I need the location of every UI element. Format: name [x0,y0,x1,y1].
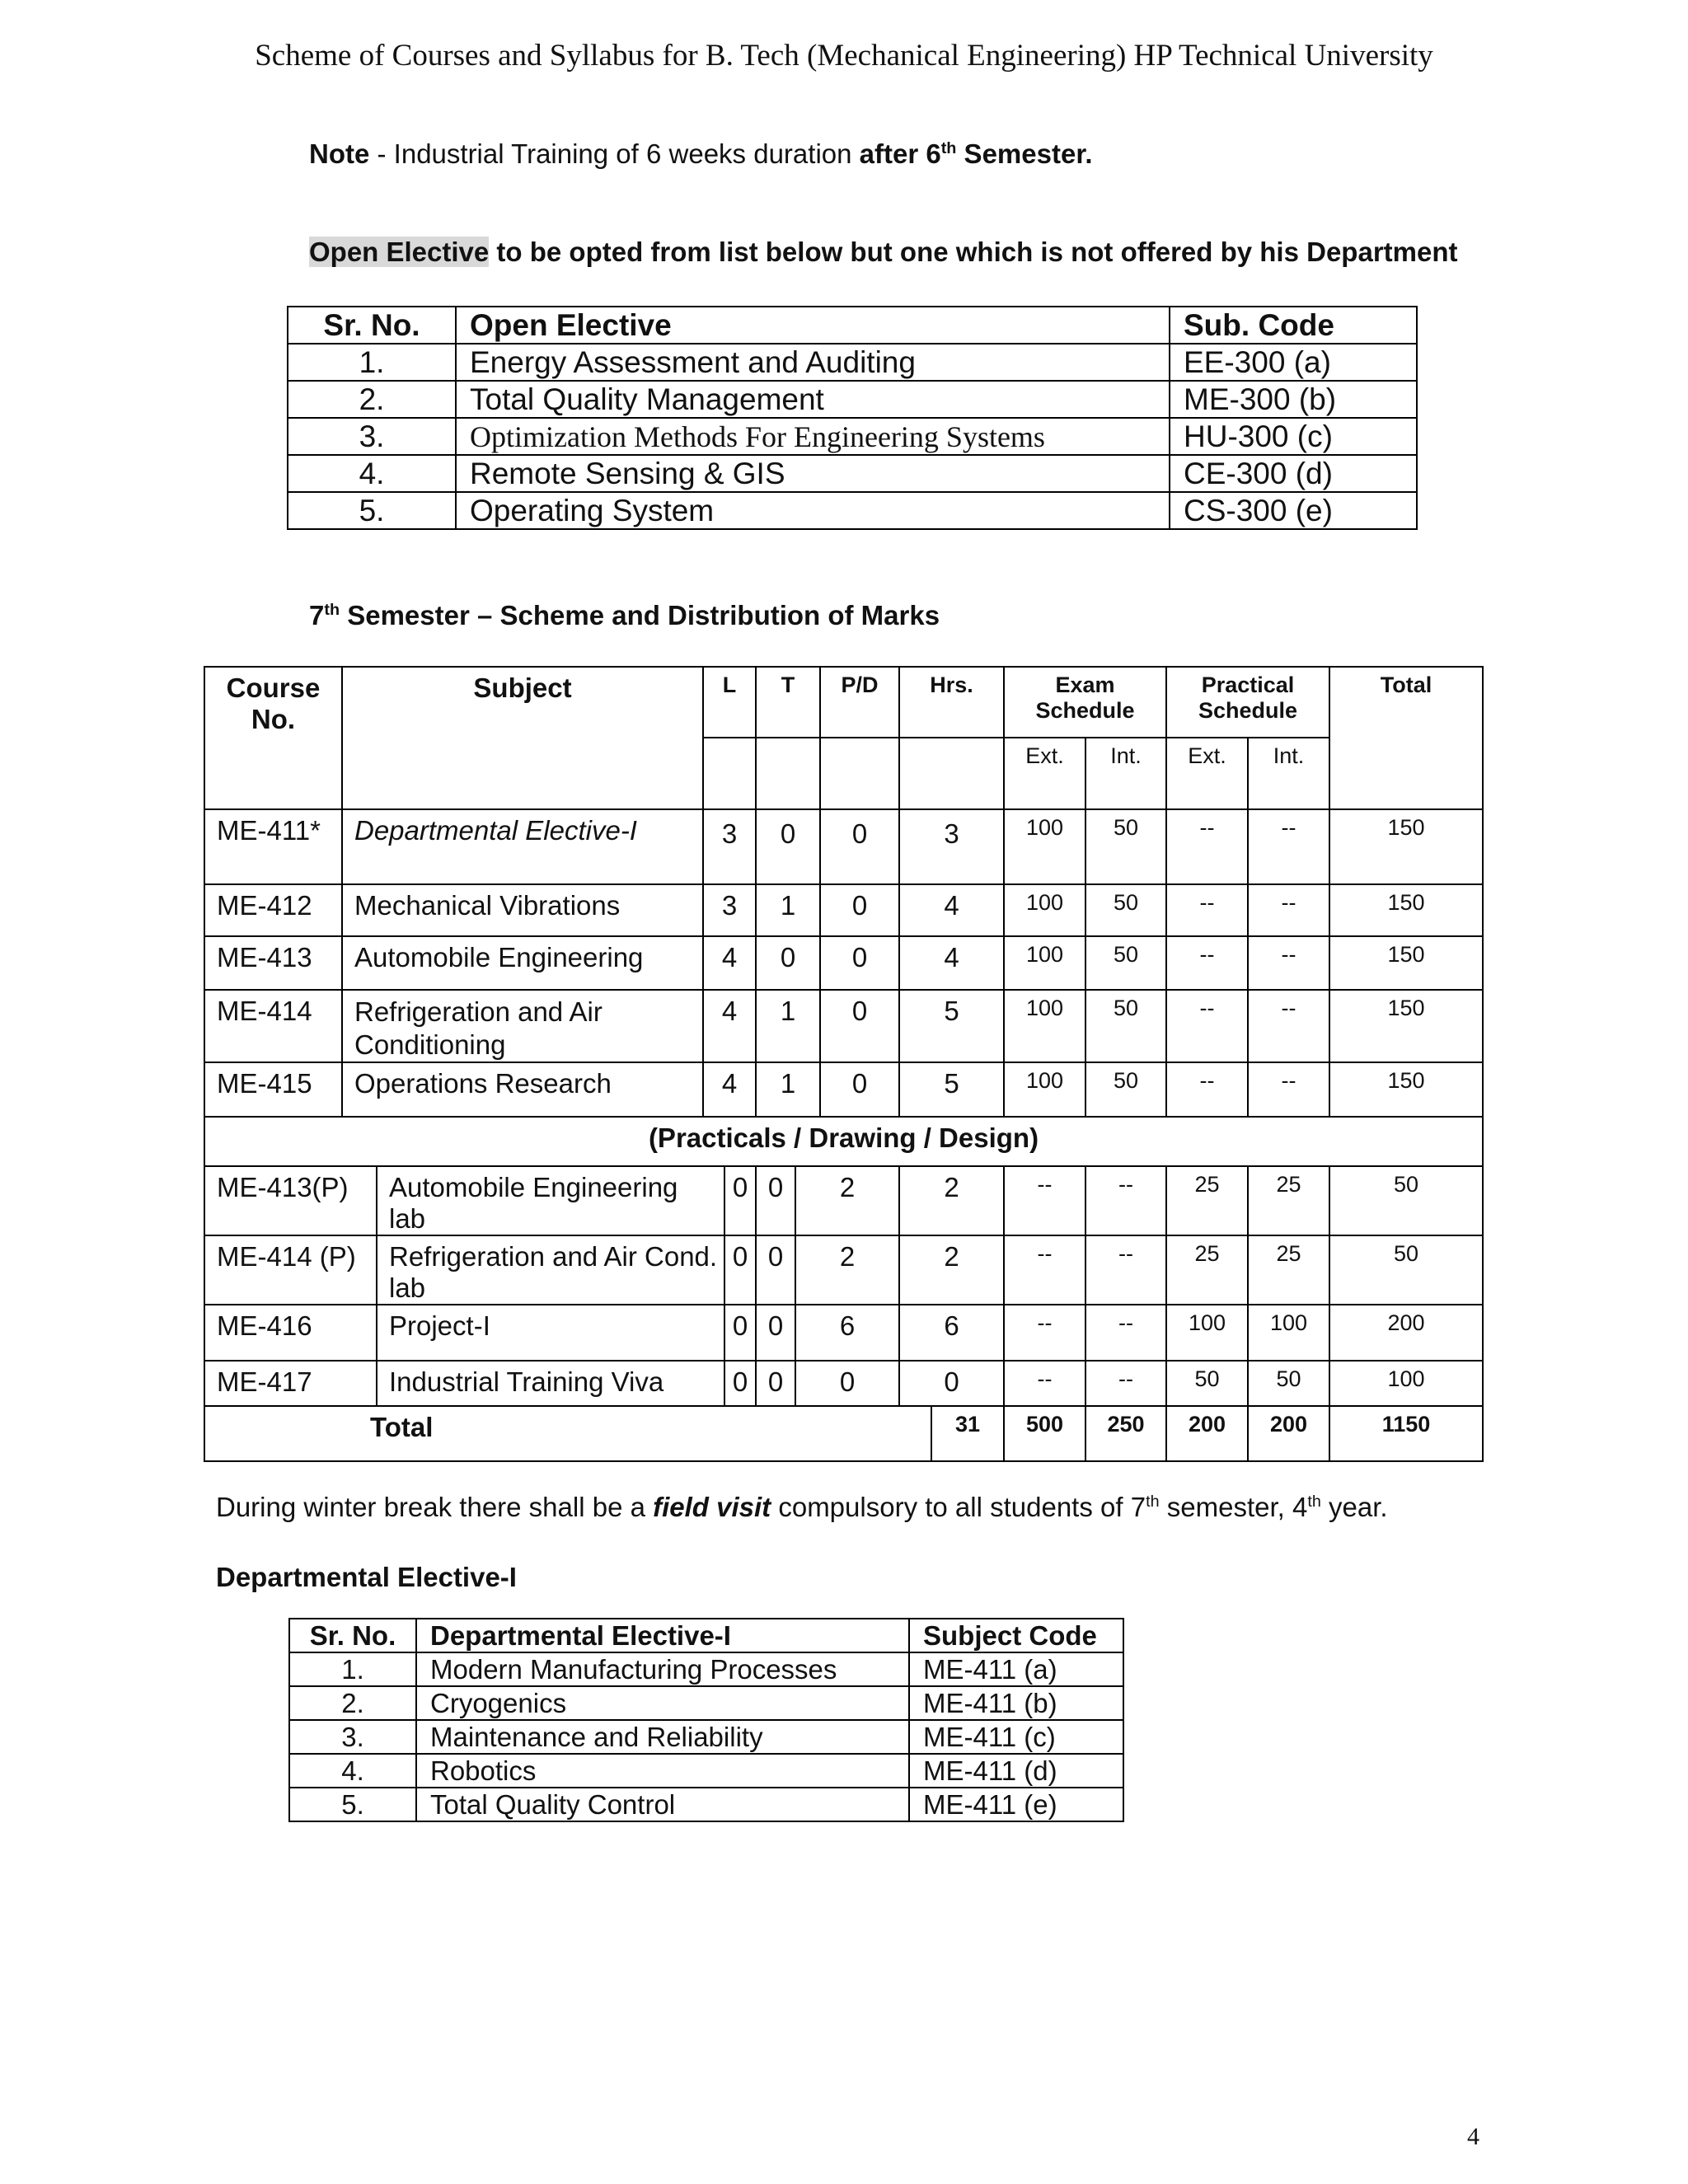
pd-value: 0 [820,809,899,884]
sr-no: 4. [288,455,456,492]
exam-int: 50 [1085,809,1166,884]
sr-no: 3. [289,1720,416,1754]
field-visit-emphasis: field visit [653,1492,771,1522]
exam-int: 50 [1085,884,1166,936]
col-ext-practical: Ext. [1166,738,1248,809]
pd-value: 2 [795,1235,899,1305]
row-total: 150 [1329,936,1483,990]
winter-text: compulsory to all students of 7 [771,1492,1146,1522]
elective-name: Optimization Methods For Engineering Systems [456,418,1170,455]
col-subject: Subject [342,667,703,809]
empty-cell [820,738,899,809]
open-elective-heading-rest: to be opted from list below but one which is not offered by his Department [489,237,1458,267]
sr-no: 3. [288,418,456,455]
row-total: 150 [1329,990,1483,1062]
winter-sup: th [1307,1493,1321,1511]
exam-ext: 100 [1004,1062,1085,1117]
course-code: ME-414 (P) [204,1235,377,1305]
exam-int: -- [1085,1166,1166,1235]
subject-name: Refrigeration and Air Conditioning [342,990,703,1062]
exam-ext: -- [1004,1235,1085,1305]
l-value: 4 [703,1062,756,1117]
course-code: ME-416 [204,1305,377,1361]
subject-code: ME-411 (b) [909,1686,1123,1720]
col-practical-schedule: Practical Schedule [1166,667,1329,738]
t-value: 0 [756,1305,795,1361]
total-practical-int: 200 [1248,1406,1329,1461]
elective-name: Robotics [416,1754,909,1788]
open-elective-highlight: Open Elective [309,237,490,267]
exam-ext: 100 [1004,936,1085,990]
elective-name: Operating System [456,492,1170,529]
table-row [289,1754,1123,1788]
table-header-row [288,307,1417,344]
winter-sup: th [1146,1493,1160,1511]
semester-heading-rest: Semester – Scheme and Distribution of Marks [340,600,940,630]
t-value: 0 [756,1235,795,1305]
course-code: ME-412 [204,884,342,936]
table-header-row [289,1619,1123,1652]
hrs-value: 3 [899,809,1004,884]
row-total: 200 [1329,1305,1483,1361]
col-course-no: Course No. [204,667,342,809]
subject-name: Automobile Engineering lab [377,1166,724,1235]
practical-int: -- [1248,809,1329,884]
practicals-label-row [204,1117,1483,1166]
exam-ext: -- [1004,1166,1085,1235]
sr-no: 2. [289,1686,416,1720]
t-value: 0 [756,936,820,990]
t-value: 1 [756,1062,820,1117]
hrs-value: 0 [899,1361,1004,1406]
practical-ext: -- [1166,884,1248,936]
table-row [288,344,1417,381]
subject-name: Operations Research [342,1062,703,1117]
col-t: T [756,667,820,738]
course-code: ME-417 [204,1361,377,1406]
pd-value: 0 [820,990,899,1062]
elective-name: Cryogenics [416,1686,909,1720]
col-total: Total [1329,667,1483,738]
row-total: 150 [1329,884,1483,936]
table-row [204,936,1483,990]
empty-cell [1329,738,1483,809]
pd-value: 0 [820,1062,899,1117]
exam-int: 50 [1085,936,1166,990]
empty-cell [756,738,820,809]
table-row [204,1305,1483,1361]
col-subject-code: Subject Code [909,1619,1123,1652]
table-row [289,1788,1123,1821]
note-bold-after: after 6 [859,138,941,169]
practicals-label: (Practicals / Drawing / Design) [204,1117,1483,1166]
l-value: 0 [724,1235,756,1305]
col-ext-exam: Ext. [1004,738,1085,809]
practical-ext: -- [1166,936,1248,990]
t-value: 1 [756,990,820,1062]
sr-no: 5. [288,492,456,529]
table-row [204,1166,1483,1235]
col-int-exam: Int. [1085,738,1166,809]
practical-ext: -- [1166,809,1248,884]
sr-no: 4. [289,1754,416,1788]
practical-ext: 25 [1166,1166,1248,1235]
hrs-value: 5 [899,1062,1004,1117]
practical-ext: -- [1166,990,1248,1062]
l-value: 3 [703,884,756,936]
subject-name: Refrigeration and Air Cond. lab [377,1235,724,1305]
col-int-practical: Int. [1248,738,1329,809]
l-value: 0 [724,1361,756,1406]
semester-number: 7 [309,600,325,630]
exam-int: -- [1085,1361,1166,1406]
table-row [204,884,1483,936]
elective-name: Total Quality Control [416,1788,909,1821]
pd-value: 0 [795,1361,899,1406]
col-open-elective: Open Elective [456,307,1170,344]
scheme-table [204,666,1484,1462]
row-total: 100 [1329,1361,1483,1406]
t-value: 1 [756,884,820,936]
winter-text: During winter break there shall be a [216,1492,654,1522]
t-value: 0 [756,809,820,884]
table-row [288,492,1417,529]
note-label: Note [309,138,370,169]
practical-int: -- [1248,936,1329,990]
course-code: ME-414 [204,990,342,1062]
exam-ext: 100 [1004,990,1085,1062]
exam-ext: 100 [1004,809,1085,884]
table-row [288,418,1417,455]
semester-heading [309,600,940,631]
table-row [204,1361,1483,1406]
subject-code: ME-411 (e) [909,1788,1123,1821]
hrs-value: 4 [899,884,1004,936]
course-code: ME-413(P) [204,1166,377,1235]
col-sr-no: Sr. No. [289,1619,416,1652]
practical-ext: 100 [1166,1305,1248,1361]
exam-int: -- [1085,1235,1166,1305]
exam-ext: -- [1004,1361,1085,1406]
sr-no: 5. [289,1788,416,1821]
elective-name: Energy Assessment and Auditing [456,344,1170,381]
subject-name: Industrial Training Viva [377,1361,724,1406]
grand-total: 1150 [1329,1406,1483,1461]
winter-text: year. [1320,1492,1388,1522]
practical-ext: 50 [1166,1361,1248,1406]
subject-name: Departmental Elective-I [342,809,703,884]
pd-value: 2 [795,1166,899,1235]
total-hrs: 31 [931,1406,1004,1461]
practical-ext: 25 [1166,1235,1248,1305]
l-value: 4 [703,990,756,1062]
semester-sup: th [324,601,340,619]
row-total: 150 [1329,1062,1483,1117]
open-elective-table [287,306,1418,530]
page-header: Scheme of Courses and Syllabus for B. Tech (Mechanical Engineering) HP Technical University [255,39,1433,73]
col-sub-code: Sub. Code [1170,307,1417,344]
l-value: 3 [703,809,756,884]
practical-int: -- [1248,990,1329,1062]
total-practical-ext: 200 [1166,1406,1248,1461]
l-value: 0 [724,1166,756,1235]
table-row [204,1062,1483,1117]
course-code: ME-411* [204,809,342,884]
subject-name: Mechanical Vibrations [342,884,703,936]
exam-ext: -- [1004,1305,1085,1361]
scheme-header-row [204,667,1483,738]
open-elective-heading [309,237,1458,268]
total-row [204,1406,1483,1461]
hrs-value: 4 [899,936,1004,990]
practical-int: 100 [1248,1305,1329,1361]
exam-int: 50 [1085,990,1166,1062]
col-exam-schedule: Exam Schedule [1004,667,1166,738]
elective-name: Maintenance and Reliability [416,1720,909,1754]
subject-code: ME-411 (c) [909,1720,1123,1754]
exam-ext: 100 [1004,884,1085,936]
total-exam-int: 250 [1085,1406,1166,1461]
practical-int: 25 [1248,1166,1329,1235]
col-sr-no: Sr. No. [288,307,456,344]
table-row [204,1235,1483,1305]
note-sup: th [940,139,957,157]
hrs-value: 5 [899,990,1004,1062]
sub-code: CE-300 (d) [1170,455,1417,492]
col-departmental-elective: Departmental Elective-I [416,1619,909,1652]
exam-int: 50 [1085,1062,1166,1117]
empty-cell [899,738,1004,809]
sr-no: 2. [288,381,456,418]
practical-int: 50 [1248,1361,1329,1406]
l-value: 0 [724,1305,756,1361]
pd-value: 6 [795,1305,899,1361]
departmental-elective-table [288,1618,1124,1822]
note-text: - Industrial Training of 6 weeks duration [369,138,860,169]
practical-int: -- [1248,884,1329,936]
subject-code: ME-411 (d) [909,1754,1123,1788]
table-row [204,809,1483,884]
table-row [288,381,1417,418]
field-visit-note [216,1492,1388,1523]
l-value: 4 [703,936,756,990]
sub-code: HU-300 (c) [1170,418,1417,455]
sr-no: 1. [288,344,456,381]
col-pd: P/D [820,667,899,738]
hrs-value: 6 [899,1305,1004,1361]
subject-name: Automobile Engineering [342,936,703,990]
total-exam-ext: 500 [1004,1406,1085,1461]
table-row [288,455,1417,492]
practical-int: -- [1248,1062,1329,1117]
course-code: ME-413 [204,936,342,990]
practical-ext: -- [1166,1062,1248,1117]
training-note [309,138,1093,170]
row-total: 50 [1329,1235,1483,1305]
elective-name: Modern Manufacturing Processes [416,1652,909,1686]
subject-name: Project-I [377,1305,724,1361]
row-total: 50 [1329,1166,1483,1235]
sub-code: EE-300 (a) [1170,344,1417,381]
hrs-value: 2 [899,1235,1004,1305]
pd-value: 0 [820,936,899,990]
pd-value: 0 [820,884,899,936]
hrs-value: 2 [899,1166,1004,1235]
table-row [289,1686,1123,1720]
total-label: Total [204,1406,931,1461]
row-total: 150 [1329,809,1483,884]
table-row [289,1652,1123,1686]
col-l: L [703,667,756,738]
note-bold-semester: Semester. [956,138,1093,169]
course-code: ME-415 [204,1062,342,1117]
sub-code: CS-300 (e) [1170,492,1417,529]
table-row [204,990,1483,1062]
sub-code: ME-300 (b) [1170,381,1417,418]
col-hrs: Hrs. [899,667,1004,738]
winter-text: semester, 4 [1159,1492,1308,1522]
departmental-elective-heading: Departmental Elective-I [216,1562,517,1592]
page-number: 4 [1467,2123,1479,2150]
practical-int: 25 [1248,1235,1329,1305]
sr-no: 1. [289,1652,416,1686]
table-row [289,1720,1123,1754]
t-value: 0 [756,1361,795,1406]
exam-int: -- [1085,1305,1166,1361]
subject-code: ME-411 (a) [909,1652,1123,1686]
empty-cell [703,738,756,809]
elective-name: Total Quality Management [456,381,1170,418]
t-value: 0 [756,1166,795,1235]
elective-name: Remote Sensing & GIS [456,455,1170,492]
